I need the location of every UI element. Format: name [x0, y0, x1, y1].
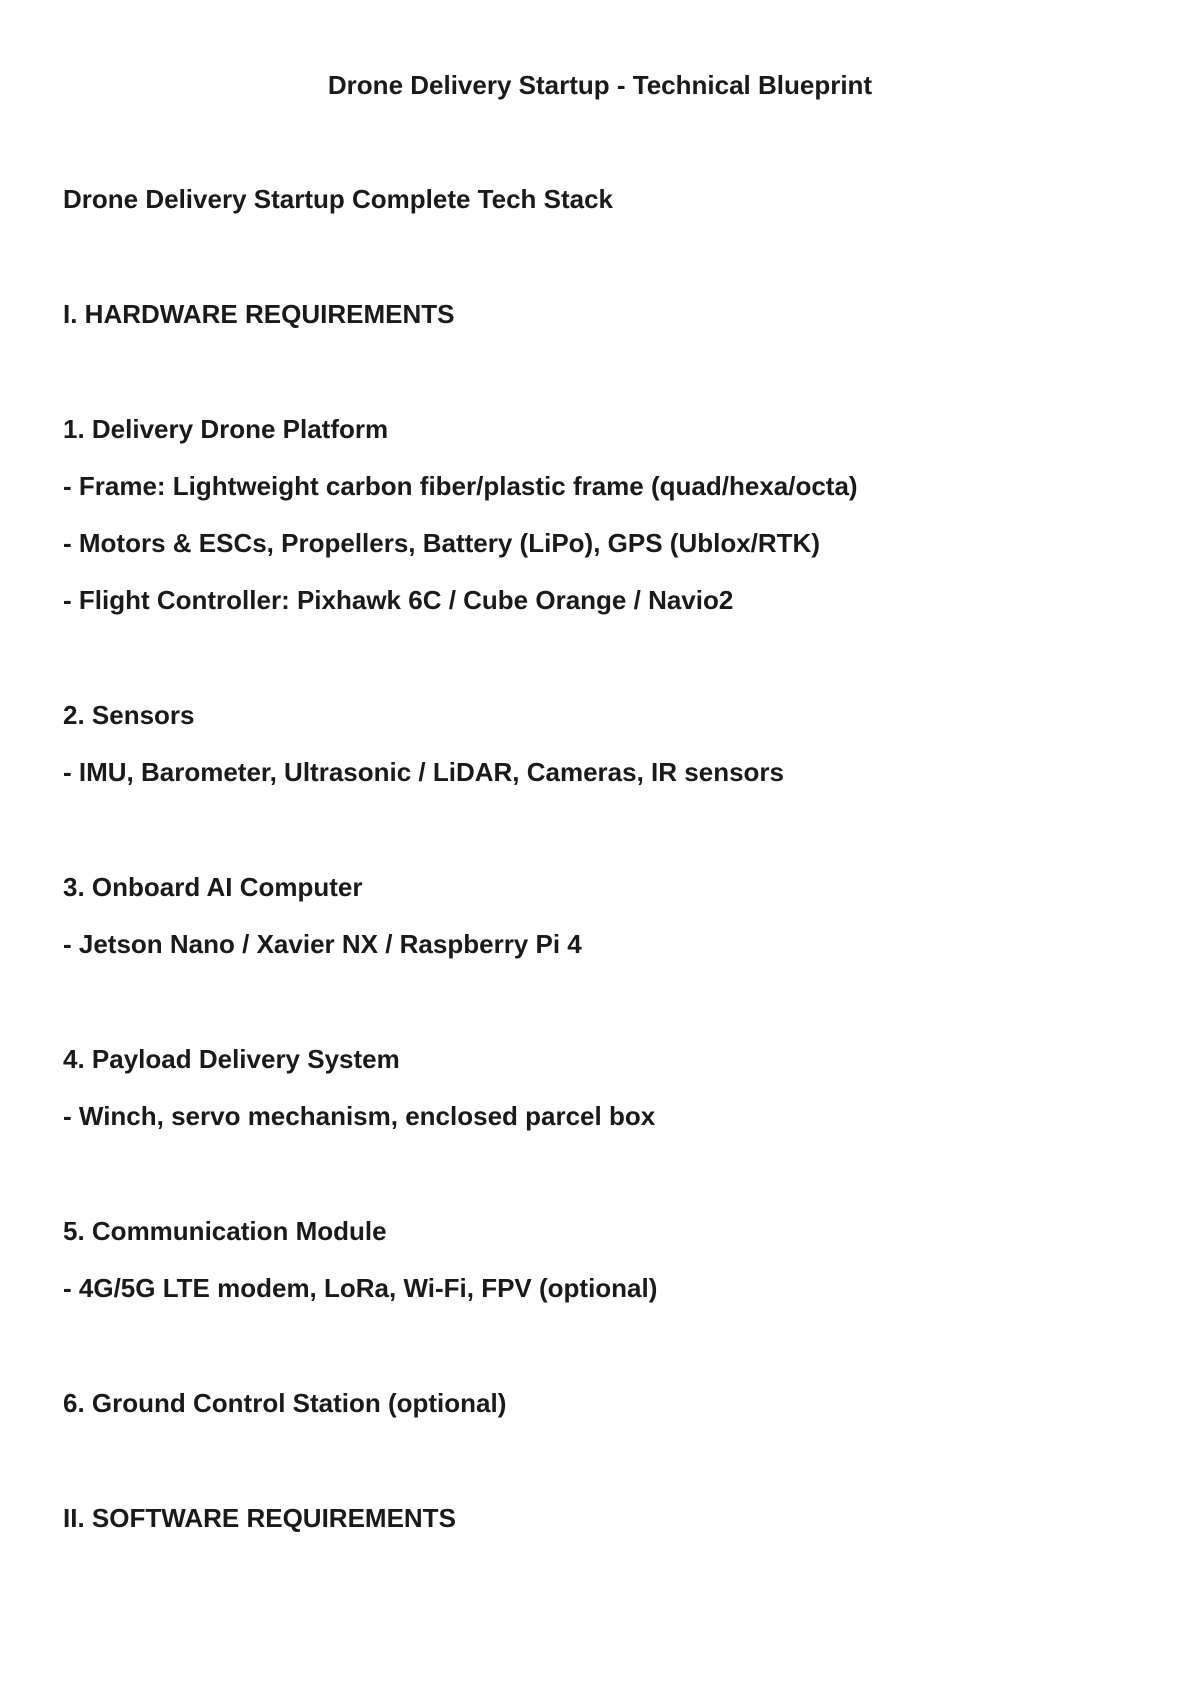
bullet-ai-computer: - Jetson Nano / Xavier NX / Raspberry Pi 4 — [63, 929, 582, 959]
bullet-flight-controller: - Flight Controller: Pixhawk 6C / Cube Orange / Navio2 — [63, 585, 734, 615]
bullet-communication: - 4G/5G LTE modem, LoRa, Wi-Fi, FPV (optional) — [63, 1273, 658, 1303]
item-heading-drone-platform: 1. Delivery Drone Platform — [63, 414, 389, 444]
item-heading-sensors: 2. Sensors — [63, 700, 195, 730]
bullet-sensors: - IMU, Barometer, Ultrasonic / LiDAR, Cameras, IR sensors — [63, 757, 784, 787]
section-heading-hardware: I. HARDWARE REQUIREMENTS — [63, 299, 455, 329]
item-heading-communication: 5. Communication Module — [63, 1216, 387, 1246]
document-title: Drone Delivery Startup - Technical Blueprint — [327, 70, 873, 100]
item-heading-ai-computer: 3. Onboard AI Computer — [63, 872, 363, 902]
section-heading-software: II. SOFTWARE REQUIREMENTS — [63, 1503, 456, 1533]
item-heading-payload: 4. Payload Delivery System — [63, 1044, 400, 1074]
bullet-payload: - Winch, servo mechanism, enclosed parcel box — [63, 1101, 656, 1131]
document-subtitle: Drone Delivery Startup Complete Tech Stack — [63, 184, 614, 214]
bullet-frame: - Frame: Lightweight carbon fiber/plastic frame (quad/hexa/octa) — [63, 471, 858, 501]
bullet-motors: - Motors & ESCs, Propellers, Battery (LiPo), GPS (Ublox/RTK) — [63, 528, 820, 558]
item-heading-ground-control: 6. Ground Control Station (optional) — [63, 1388, 507, 1418]
